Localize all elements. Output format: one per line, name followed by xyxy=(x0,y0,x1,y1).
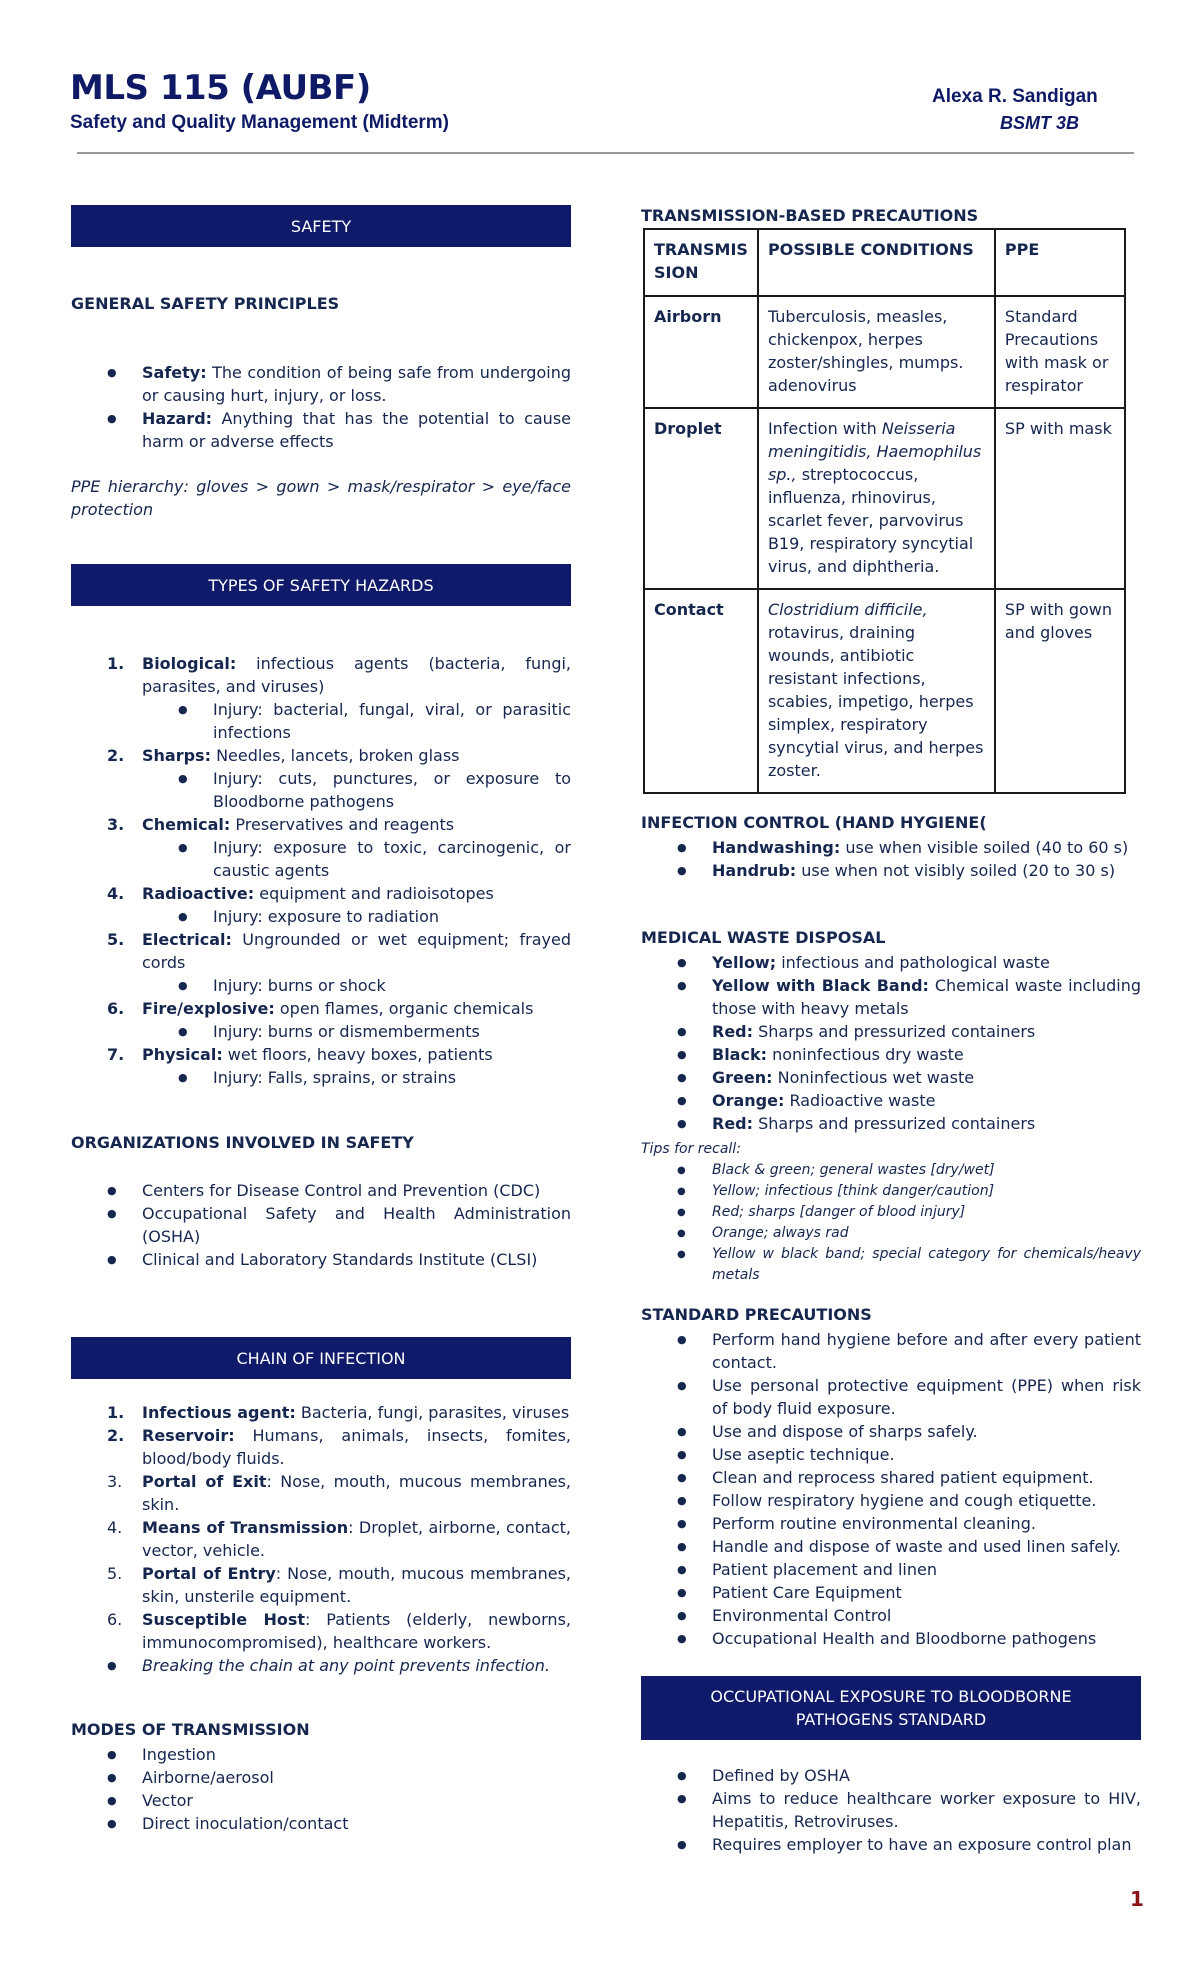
list-item: ● Handrub: use when not visibly soiled (20 to 30 s) xyxy=(641,859,1141,882)
chain-item: 6. Susceptible Host: Patients (elderly, newborns, immunocompromised), healthcare workers. xyxy=(107,1610,571,1652)
tip-item: ● Yellow w black band; special category for chemicals/heavy metals xyxy=(641,1244,1141,1286)
list-item: ● Clinical and Laboratory Standards Institute (CLSI) xyxy=(71,1248,571,1271)
list-item: ● Use aseptic technique. xyxy=(641,1443,1141,1466)
list-item: ● Occupational Safety and Health Administration (OSHA) xyxy=(71,1202,571,1248)
hazard-item: 4. Radioactive: equipment and radioisotopes ● Injury: exposure to radiation xyxy=(71,882,571,928)
list-item: ● Use and dispose of sharps safely. xyxy=(641,1420,1141,1443)
list-item: ● Patient Care Equipment xyxy=(641,1581,1141,1604)
tbp-table xyxy=(643,228,1126,794)
transmission-cell: Airborn xyxy=(644,296,758,408)
standard-precautions-list xyxy=(641,1328,1141,1650)
hazard-item: 7. Physical: wet floors, heavy boxes, patients ● Injury: Falls, sprains, or strains xyxy=(71,1043,571,1089)
waste-list xyxy=(641,951,1141,1135)
chain-list xyxy=(71,1401,571,1654)
general-safety-heading: GENERAL SAFETY PRINCIPLES xyxy=(71,294,340,313)
list-item: ● Occupational Health and Bloodborne pathogens xyxy=(641,1627,1141,1650)
chain-note: ● Breaking the chain at any point prevents infection. xyxy=(71,1654,571,1677)
list-item: ● Clean and reprocess shared patient equipment. xyxy=(641,1466,1141,1489)
list-item: ● Green: Noninfectious wet waste xyxy=(641,1066,1141,1089)
modes-list xyxy=(71,1743,571,1835)
list-item: ● Airborne/aerosol xyxy=(71,1766,571,1789)
list-item: ● Perform routine environmental cleaning. xyxy=(641,1512,1141,1535)
list-item: ● Handle and dispose of waste and used linen safely. xyxy=(641,1535,1141,1558)
list-item: ● Hazard: Anything that has the potential to cause harm or adverse effects xyxy=(71,407,571,453)
hand-hygiene-list xyxy=(641,836,1141,882)
hazard-item: 2. Sharps: Needles, lancets, broken glass ● Injury: cuts, punctures, or exposure to Bloodborne pathogens xyxy=(71,744,571,813)
hazards-banner: TYPES OF SAFETY HAZARDS xyxy=(71,564,571,606)
list-item: ● Yellow; infectious and pathological waste xyxy=(641,951,1141,974)
ppe-hierarchy-note: PPE hierarchy: gloves > gown > mask/respirator > eye/face protection xyxy=(71,477,571,519)
chain-item: 1. Infectious agent: Bacteria, fungi, parasites, viruses xyxy=(107,1403,570,1422)
author-name: Alexa R. Sandigan xyxy=(932,86,1098,107)
injury-item: ● Injury: burns or dismemberments xyxy=(142,1020,571,1043)
list-item: ● Centers for Disease Control and Prevention (CDC) xyxy=(71,1179,571,1202)
list-item: ● Environmental Control xyxy=(641,1604,1141,1627)
table-row xyxy=(644,296,1125,408)
osha-list xyxy=(641,1764,1141,1856)
list-item: ● Requires employer to have an exposure control plan xyxy=(641,1833,1141,1856)
injury-item: ● Injury: burns or shock xyxy=(142,974,571,997)
list-item: ● Safety: The condition of being safe from undergoing or causing hurt, injury, or loss. xyxy=(71,361,571,407)
hazard-item: 5. Electrical: Ungrounded or wet equipment; frayed cords ● Injury: burns or shock xyxy=(71,928,571,997)
injury-item: ● Injury: exposure to toxic, carcinogenic, or caustic agents xyxy=(142,836,571,882)
page-number: 1 xyxy=(1130,1887,1144,1911)
chain-item: 2. Reservoir: Humans, animals, insects, fomites, blood/body fluids. xyxy=(107,1426,571,1468)
tip-item: ● Red; sharps [danger of blood injury] xyxy=(641,1202,1141,1223)
injury-item: ● Injury: exposure to radiation xyxy=(142,905,571,928)
safety-banner: SAFETY xyxy=(71,205,571,247)
conditions-cell: Clostridium difficile, rotavirus, draining wounds, antibiotic resistant infections, scabies, impetigo, herpes simplex, respiratory syncytial virus, and herpes zoster. xyxy=(758,589,995,793)
hand-hygiene-heading: INFECTION CONTROL (HAND HYGIENE( xyxy=(641,813,987,832)
tips-label: Tips for recall: xyxy=(641,1141,741,1157)
osha-banner: OCCUPATIONAL EXPOSURE TO BLOODBORNE PATHOGENS STANDARD xyxy=(641,1676,1141,1740)
hazard-item: 3. Chemical: Preservatives and reagents ● Injury: exposure to toxic, carcinogenic, or caustic agents xyxy=(71,813,571,882)
transmission-cell: Droplet xyxy=(644,408,758,589)
column-header: POSSIBLE CONDITIONS xyxy=(758,229,995,296)
ppe-cell: Standard Precautions with mask or respirator xyxy=(995,296,1125,408)
conditions-cell: Infection with Neisseria meningitidis, Haemophilus sp., streptococcus, influenza, rhinovirus, scarlet fever, parvovirus B19, respiratory syncytial virus, and diphtheria. xyxy=(758,408,995,589)
table-row xyxy=(644,589,1125,793)
tip-item: ● Orange; always rad xyxy=(641,1223,1141,1244)
table-row xyxy=(644,408,1125,589)
organizations-list xyxy=(71,1179,571,1271)
hazard-item: 1. Biological: infectious agents (bacteria, fungi, parasites, and viruses) ● Injury: bacterial, fungal, viral, or parasitic infections xyxy=(71,652,571,744)
document-title: MLS 115 (AUBF) xyxy=(70,68,371,108)
chain-note-list xyxy=(71,1654,571,1677)
list-item: ● Red: Sharps and pressurized containers xyxy=(641,1020,1141,1043)
list-item: ● Red: Sharps and pressurized containers xyxy=(641,1112,1141,1135)
ppe-cell: SP with mask xyxy=(995,408,1125,589)
transmission-cell: Contact xyxy=(644,589,758,793)
list-item: ● Vector xyxy=(71,1789,571,1812)
chain-item: 4. Means of Transmission: Droplet, airborne, contact, vector, vehicle. xyxy=(107,1518,572,1560)
general-safety-list xyxy=(71,361,571,453)
injury-item: ● Injury: cuts, punctures, or exposure to Bloodborne pathogens xyxy=(142,767,571,813)
hazards-list xyxy=(71,652,571,1089)
modes-heading: MODES OF TRANSMISSION xyxy=(71,1720,310,1739)
table-header-row xyxy=(644,229,1125,296)
chain-banner: CHAIN OF INFECTION xyxy=(71,1337,571,1379)
list-item: ● Follow respiratory hygiene and cough etiquette. xyxy=(641,1489,1141,1512)
document-subtitle: Safety and Quality Management (Midterm) xyxy=(70,112,450,133)
chain-item: 3. Portal of Exit: Nose, mouth, mucous membranes, skin. xyxy=(107,1472,571,1514)
list-item: ● Use personal protective equipment (PPE) when risk of body fluid exposure. xyxy=(641,1374,1141,1420)
column-header: TRANSMIS SION xyxy=(644,229,758,296)
column-header: PPE xyxy=(995,229,1125,296)
injury-item: ● Injury: Falls, sprains, or strains xyxy=(142,1066,571,1089)
waste-heading: MEDICAL WASTE DISPOSAL xyxy=(641,928,886,947)
list-item: ● Orange: Radioactive waste xyxy=(641,1089,1141,1112)
list-item: ● Perform hand hygiene before and after every patient contact. xyxy=(641,1328,1141,1374)
list-item: ● Ingestion xyxy=(71,1743,571,1766)
ppe-cell: SP with gown and gloves xyxy=(995,589,1125,793)
recall-tips xyxy=(641,1139,1141,1286)
tbp-heading: TRANSMISSION-BASED PRECAUTIONS xyxy=(641,206,979,225)
list-item: ● Aims to reduce healthcare worker exposure to HIV, Hepatitis, Retroviruses. xyxy=(641,1787,1141,1833)
hazard-item: 6. Fire/explosive: open flames, organic chemicals ● Injury: burns or dismemberments xyxy=(71,997,571,1043)
standard-precautions-heading: STANDARD PRECAUTIONS xyxy=(641,1305,872,1324)
list-item: ● Defined by OSHA xyxy=(641,1764,1141,1787)
list-item: ● Direct inoculation/contact xyxy=(71,1812,571,1835)
list-item: ● Patient placement and linen xyxy=(641,1558,1141,1581)
list-item: ● Yellow with Black Band: Chemical waste including those with heavy metals xyxy=(641,974,1141,1020)
list-item: ● Handwashing: use when visible soiled (40 to 60 s) xyxy=(641,836,1141,859)
injury-item: ● Injury: bacterial, fungal, viral, or parasitic infections xyxy=(142,698,571,744)
tip-item: ● Black & green; general wastes [dry/wet] xyxy=(641,1160,1141,1181)
list-item: ● Black: noninfectious dry waste xyxy=(641,1043,1141,1066)
organizations-heading: ORGANIZATIONS INVOLVED IN SAFETY xyxy=(71,1133,414,1152)
header-divider xyxy=(77,152,1134,154)
tip-item: ● Yellow; infectious [think danger/caution] xyxy=(641,1181,1141,1202)
author-class: BSMT 3B xyxy=(1000,113,1080,133)
conditions-cell: Tuberculosis, measles, chickenpox, herpes zoster/shingles, mumps. adenovirus xyxy=(758,296,995,408)
chain-item: 5. Portal of Entry: Nose, mouth, mucous membranes, skin, unsterile equipment. xyxy=(107,1564,572,1606)
